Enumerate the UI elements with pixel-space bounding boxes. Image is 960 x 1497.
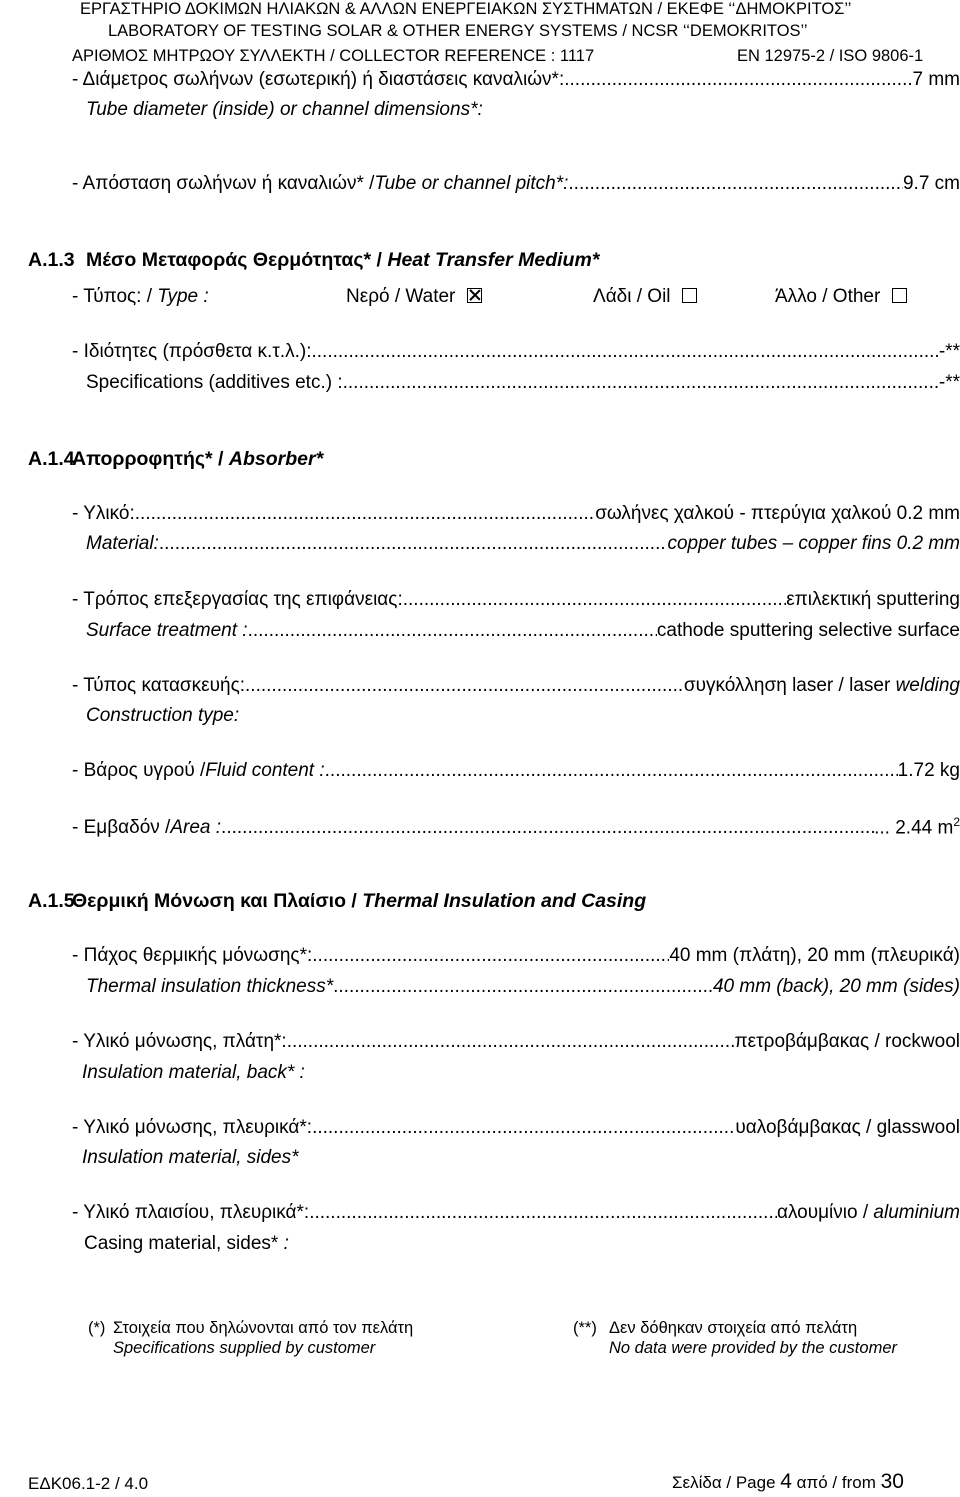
footnote-2-gr: Δεν δόθηκαν στοιχεία από πελάτη <box>609 1319 858 1337</box>
leader-dots <box>312 341 939 363</box>
specifications-label-gr: - Ιδιότητες (πρόσθετα κ.τ.λ.): <box>72 341 312 362</box>
leader-dots <box>564 69 912 91</box>
medium-option-oil[interactable] <box>593 286 697 308</box>
insulation-sides-label-en: Insulation material, sides* <box>82 1147 299 1168</box>
section-a15-title-gr: Θερμική Μόνωση και Πλαίσιο / <box>72 890 363 912</box>
other-label: Άλλο / Other <box>775 286 881 307</box>
leader-dots <box>248 620 657 642</box>
surface-value-en: cathode sputtering selective surface <box>656 620 960 641</box>
tube-pitch-row <box>72 173 960 195</box>
insulation-thickness-label-gr: - Πάχος θερμικής μόνωσης*: <box>72 945 313 966</box>
leader-dots <box>159 533 668 555</box>
footnote-1-gr: Στοιχεία που δηλώνονται από τον πελάτη <box>113 1319 414 1337</box>
insulation-thickness-label-en: Thermal insulation thickness* <box>86 976 334 997</box>
material-value-gr: σωλήνες χαλκού - πτερύγια χαλκού 0.2 mm <box>595 503 960 524</box>
area-row <box>72 815 960 839</box>
footnote-2-en: No data were provided by the customer <box>609 1339 897 1357</box>
footnote-1-en: Specifications supplied by customer <box>113 1339 376 1357</box>
from-label: από / from <box>791 1473 881 1492</box>
casing-value-en: aluminium <box>873 1202 960 1223</box>
area-unit-superscript: 2 <box>953 815 960 829</box>
leader-dots <box>245 675 684 697</box>
section-a15-title <box>72 890 646 913</box>
area-label-gr: - Εμβαδόν / <box>72 817 171 839</box>
specifications-row-gr <box>72 341 960 363</box>
specifications-value-gr: -** <box>938 341 960 362</box>
fluid-label-gr: - Βάρος υγρού / <box>72 760 206 781</box>
page-number: 4 <box>780 1470 792 1493</box>
specifications-value-en: -** <box>938 372 960 393</box>
other-checkbox-icon[interactable] <box>892 288 907 303</box>
page-total: 30 <box>880 1470 904 1493</box>
water-label: Νερό / Water <box>346 286 456 307</box>
leader-dots <box>343 372 939 394</box>
casing-value <box>777 1202 960 1224</box>
tube-diameter-label-gr: - Διάμετρος σωλήνων (εσωτερική) ή διαστάσεις καναλιών*: <box>72 69 565 90</box>
tube-diameter-label-en: Tube diameter (inside) or channel dimensions*: <box>86 99 483 120</box>
construction-row-gr <box>72 675 960 697</box>
construction-label-en: Construction type: <box>86 705 240 726</box>
insulation-thickness-value-en: 40 mm (back), 20 mm (sides) <box>712 976 960 997</box>
surface-row-en <box>86 620 960 642</box>
leader-dots <box>333 976 713 998</box>
leader-dots <box>312 1117 735 1139</box>
tube-pitch-value: 9.7 cm <box>902 173 960 194</box>
casing-row <box>72 1202 960 1224</box>
surface-row-gr <box>72 589 960 611</box>
insulation-thickness-row-gr <box>72 945 960 967</box>
tube-pitch-label-en: Tube or channel pitch*: <box>374 173 569 194</box>
insulation-sides-value: υαλοβάμβακας / glasswool <box>735 1117 960 1138</box>
section-a14-number: Α.1.4 <box>28 448 75 470</box>
leader-dots <box>325 760 898 782</box>
leader-dots <box>309 1202 777 1224</box>
casing-label-en: Casing material, sides* : <box>84 1233 289 1254</box>
area-label-en: Area : <box>170 817 222 839</box>
medium-type-label-en: Type : <box>157 286 209 307</box>
collector-reference: ΑΡΙΘΜΟΣ ΜΗΤΡΩΟΥ ΣΥΛΛΕΚΤΗ / COLLECTOR REFERENCE : 1117 <box>72 47 595 65</box>
insulation-back-row <box>72 1031 960 1053</box>
material-row-en <box>86 533 960 555</box>
footnote-mark-2: (**) <box>573 1319 597 1337</box>
section-a14-title-gr: Απορροφητής* / <box>72 448 229 470</box>
document-code: ΕΔΚ06.1-2 / 4.0 <box>28 1474 149 1493</box>
leader-dots <box>287 1031 735 1053</box>
casing-label-gr: - Υλικό πλαισίου, πλευρικά*: <box>72 1202 310 1223</box>
medium-option-other[interactable] <box>775 286 907 308</box>
leader-dots <box>135 503 595 525</box>
insulation-thickness-row-en <box>86 976 960 998</box>
section-a13-number: Α.1.3 <box>28 249 75 271</box>
section-a14-title <box>72 448 323 471</box>
insulation-back-value: πετροβάμβακας / rockwool <box>734 1031 960 1052</box>
page-indicator <box>672 1470 904 1494</box>
oil-label: Λάδι / Oil <box>593 286 671 307</box>
section-a13-title <box>86 249 599 272</box>
tube-diameter-row <box>72 69 960 91</box>
section-a13-title-gr: Μέσο Μεταφοράς Θερμότητας* / <box>86 249 388 271</box>
material-row-gr <box>72 503 960 525</box>
insulation-sides-label-gr: - Υλικό μόνωσης, πλευρικά*: <box>72 1117 313 1138</box>
construction-value <box>684 675 960 697</box>
section-a14-title-en: Absorber* <box>228 448 324 470</box>
surface-value-gr: επιλεκτική sputtering <box>786 589 960 610</box>
specifications-row-en <box>86 372 960 394</box>
section-a15-title-en: Thermal Insulation and Casing <box>362 890 647 912</box>
tube-pitch-label-gr: - Απόσταση σωλήνων ή καναλιών* / <box>72 173 375 194</box>
medium-type-label <box>72 286 209 308</box>
header-line-2: LABORATORY OF TESTING SOLAR & OTHER ENERGY SYSTEMS / NCSR ‘‘DEMOKRITOS’’ <box>108 22 808 40</box>
medium-type-label-gr: - Τύπος: / <box>72 286 158 307</box>
fluid-label-en: Fluid content : <box>205 760 325 781</box>
section-a15-number: Α.1.5 <box>28 890 75 912</box>
construction-label-gr: - Τύπος κατασκευής: <box>72 675 246 696</box>
leader-dots <box>403 589 786 611</box>
construction-value-en: welding <box>895 675 960 696</box>
casing-value-gr: αλουμίνιο / <box>776 1202 874 1223</box>
water-checkbox-checked-icon[interactable] <box>467 288 482 303</box>
oil-checkbox-icon[interactable] <box>682 288 697 303</box>
leader-dots <box>312 945 669 967</box>
leader-dots <box>221 817 874 839</box>
specifications-label-en: Specifications (additives etc.) : <box>86 372 343 393</box>
section-a13-title-en: Heat Transfer Medium* <box>387 249 600 271</box>
surface-label-en: Surface treatment : <box>86 620 248 641</box>
construction-value-gr: συγκόλληση laser / laser <box>683 675 896 696</box>
material-label-gr: - Υλικό: <box>72 503 135 524</box>
page-label: Σελίδα / Page <box>672 1473 781 1492</box>
fluid-content-row <box>72 760 960 782</box>
surface-label-gr: - Τρόπος επεξεργασίας της επιφάνειας: <box>72 589 403 610</box>
medium-option-water[interactable] <box>346 286 482 308</box>
insulation-sides-row <box>72 1117 960 1139</box>
insulation-back-label-gr: - Υλικό μόνωσης, πλάτη*: <box>72 1031 287 1052</box>
standard-reference: EN 12975-2 / ISO 9806-1 <box>737 47 924 65</box>
material-label-en: Material: <box>86 533 159 554</box>
insulation-back-label-en: Insulation material, back* : <box>82 1062 305 1083</box>
material-value-en: copper tubes – copper fins 0.2 mm <box>667 533 960 554</box>
footnote-mark-1: (*) <box>88 1319 106 1337</box>
leader-dots <box>568 173 903 195</box>
fluid-value: 1.72 kg <box>897 760 960 781</box>
area-value: ... 2.44 $m^2$ <box>874 815 960 839</box>
tube-diameter-value: 7 mm <box>912 69 960 90</box>
header-line-1: ΕΡΓΑΣΤΗΡΙΟ ΔΟΚΙΜΩΝ ΗΛΙΑΚΩΝ & ΑΛΛΩΝ ΕΝΕΡΓΕΙΑΚΩΝ ΣΥΣΤΗΜΑΤΩΝ / ΕΚΕΦΕ ‘‘ΔΗΜΟΚΡΙΤΟΣ’’ <box>80 0 852 18</box>
insulation-thickness-value-gr: 40 mm (πλάτη), 20 mm (πλευρικά) <box>669 945 960 966</box>
